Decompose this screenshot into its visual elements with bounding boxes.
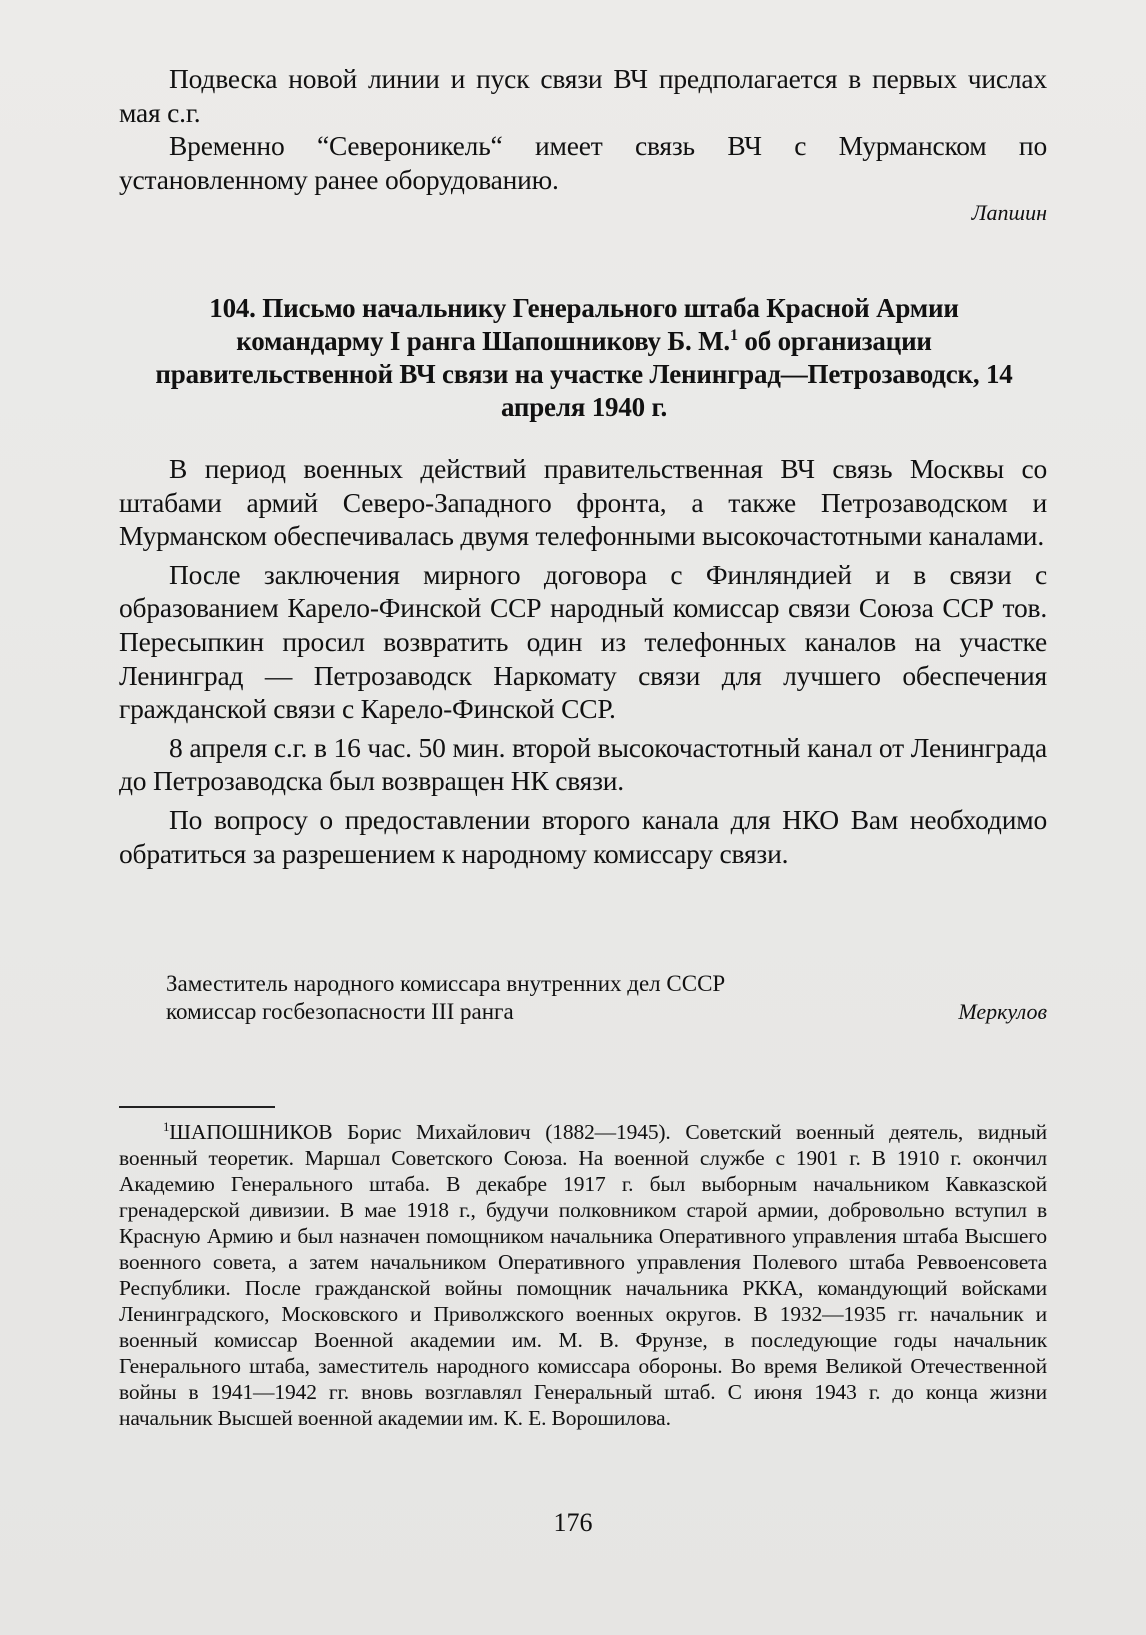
top-continuation-section: [119, 62, 1047, 226]
footnote-text: [119, 1119, 1047, 1431]
body-paragraph-1: В период военных действий правительственная ВЧ связь Москвы со штабами армий Северо-Западного фронта, а также Петрозаводском и Мурманском обеспечивалась двумя телефонными высокочастотными каналами.: [119, 453, 1047, 552]
document-body: [119, 452, 1047, 870]
document-heading-part1: 104. Письмо начальнику Генерального штаба Красной Армии командарму I ранга Шапошникову Б. М.: [209, 293, 959, 356]
footnote-section: [119, 1119, 1047, 1431]
signature-title-line-1: Заместитель народного комиссара внутренних дел СССР: [166, 971, 726, 996]
footnote-body: ШАПОШНИКОВ Борис Михайлович (1882—1945). Советский военный деятель, видный военный теоретик. Маршал Советского Союза. На военной службе с 1901 г. В 1910 г. окончил Академию Генерального штаба. В декабре 1917 г. был выборным начальником Кавказской гренадерской дивизии. В мае 1918 г., будучи полковником старой армии, добровольно вступил в Красную Армию и был назначен помощником начальника Оперативного управления штаба Высшего военного совета, а затем начальником Оперативного управления Полевого штаба Реввоенсовета Республики. После гражданской войны помощник начальника РККА, командующий войсками Ленинградского, Московского и Приволжского военных округов. В 1932—1935 гг. начальник и военный комиссар Военной академии им. М. В. Фрунзе, в последующие годы начальник Генерального штаба, заместитель народного комиссара обороны. Во время Великой Отечественной войны в 1941—1942 гг. вновь возглавлял Генеральный штаб. С июня 1943 г. до конца жизни начальник Высшей военной академии им. К. Е. Ворошилова.: [119, 1120, 1047, 1430]
body-paragraph-2: После заключения мирного договора с Финляндией и в связи с образованием Карело-Финской ССР народный комиссар связи Союза ССР тов. Пересыпкин просил возвратить один из телефонных каналов на участке Ленинград — Петрозаводск Наркомату связи для лучшего обеспечения гражданской связи с Карело-Финской ССР.: [119, 558, 1047, 725]
signature-title-line-2: комиссар госбезопасности III ранга: [166, 999, 514, 1024]
page-number: 176: [553, 1508, 593, 1537]
document-heading-section: [140, 292, 1028, 424]
top-signature: Лапшин: [971, 200, 1047, 226]
signature-block: [166, 970, 1047, 1026]
footnote-reference: 1: [729, 326, 738, 344]
footnote-separator: [119, 1106, 275, 1108]
document-heading: [140, 292, 1028, 424]
body-paragraph-3: 8 апреля с.г. в 16 час. 50 мин. второй высокочастотный канал от Ленинграда до Петрозаводска был возвращен НК связи.: [119, 731, 1047, 797]
signature-name: Меркулов: [958, 999, 1047, 1024]
footnote-mark: 1: [163, 1119, 170, 1134]
document-heading-part2: об организации правительственной ВЧ связи на участке Ленинград—Петрозаводск, 14 апреля 1940 г.: [155, 326, 1013, 422]
body-paragraph-4: По вопросу о предоставлении второго канала для НКО Вам необходимо обратиться за разрешением к народному комиссару связи.: [119, 803, 1047, 869]
top-paragraph-1: Подвеска новой линии и пуск связи ВЧ предполагается в первых числах мая с.г.: [119, 63, 1047, 128]
top-paragraph-2: Временно “Североникель“ имеет связь ВЧ с Мурманском по установленному ранее оборудованию.: [119, 130, 1047, 195]
signature-row: [166, 998, 1047, 1026]
